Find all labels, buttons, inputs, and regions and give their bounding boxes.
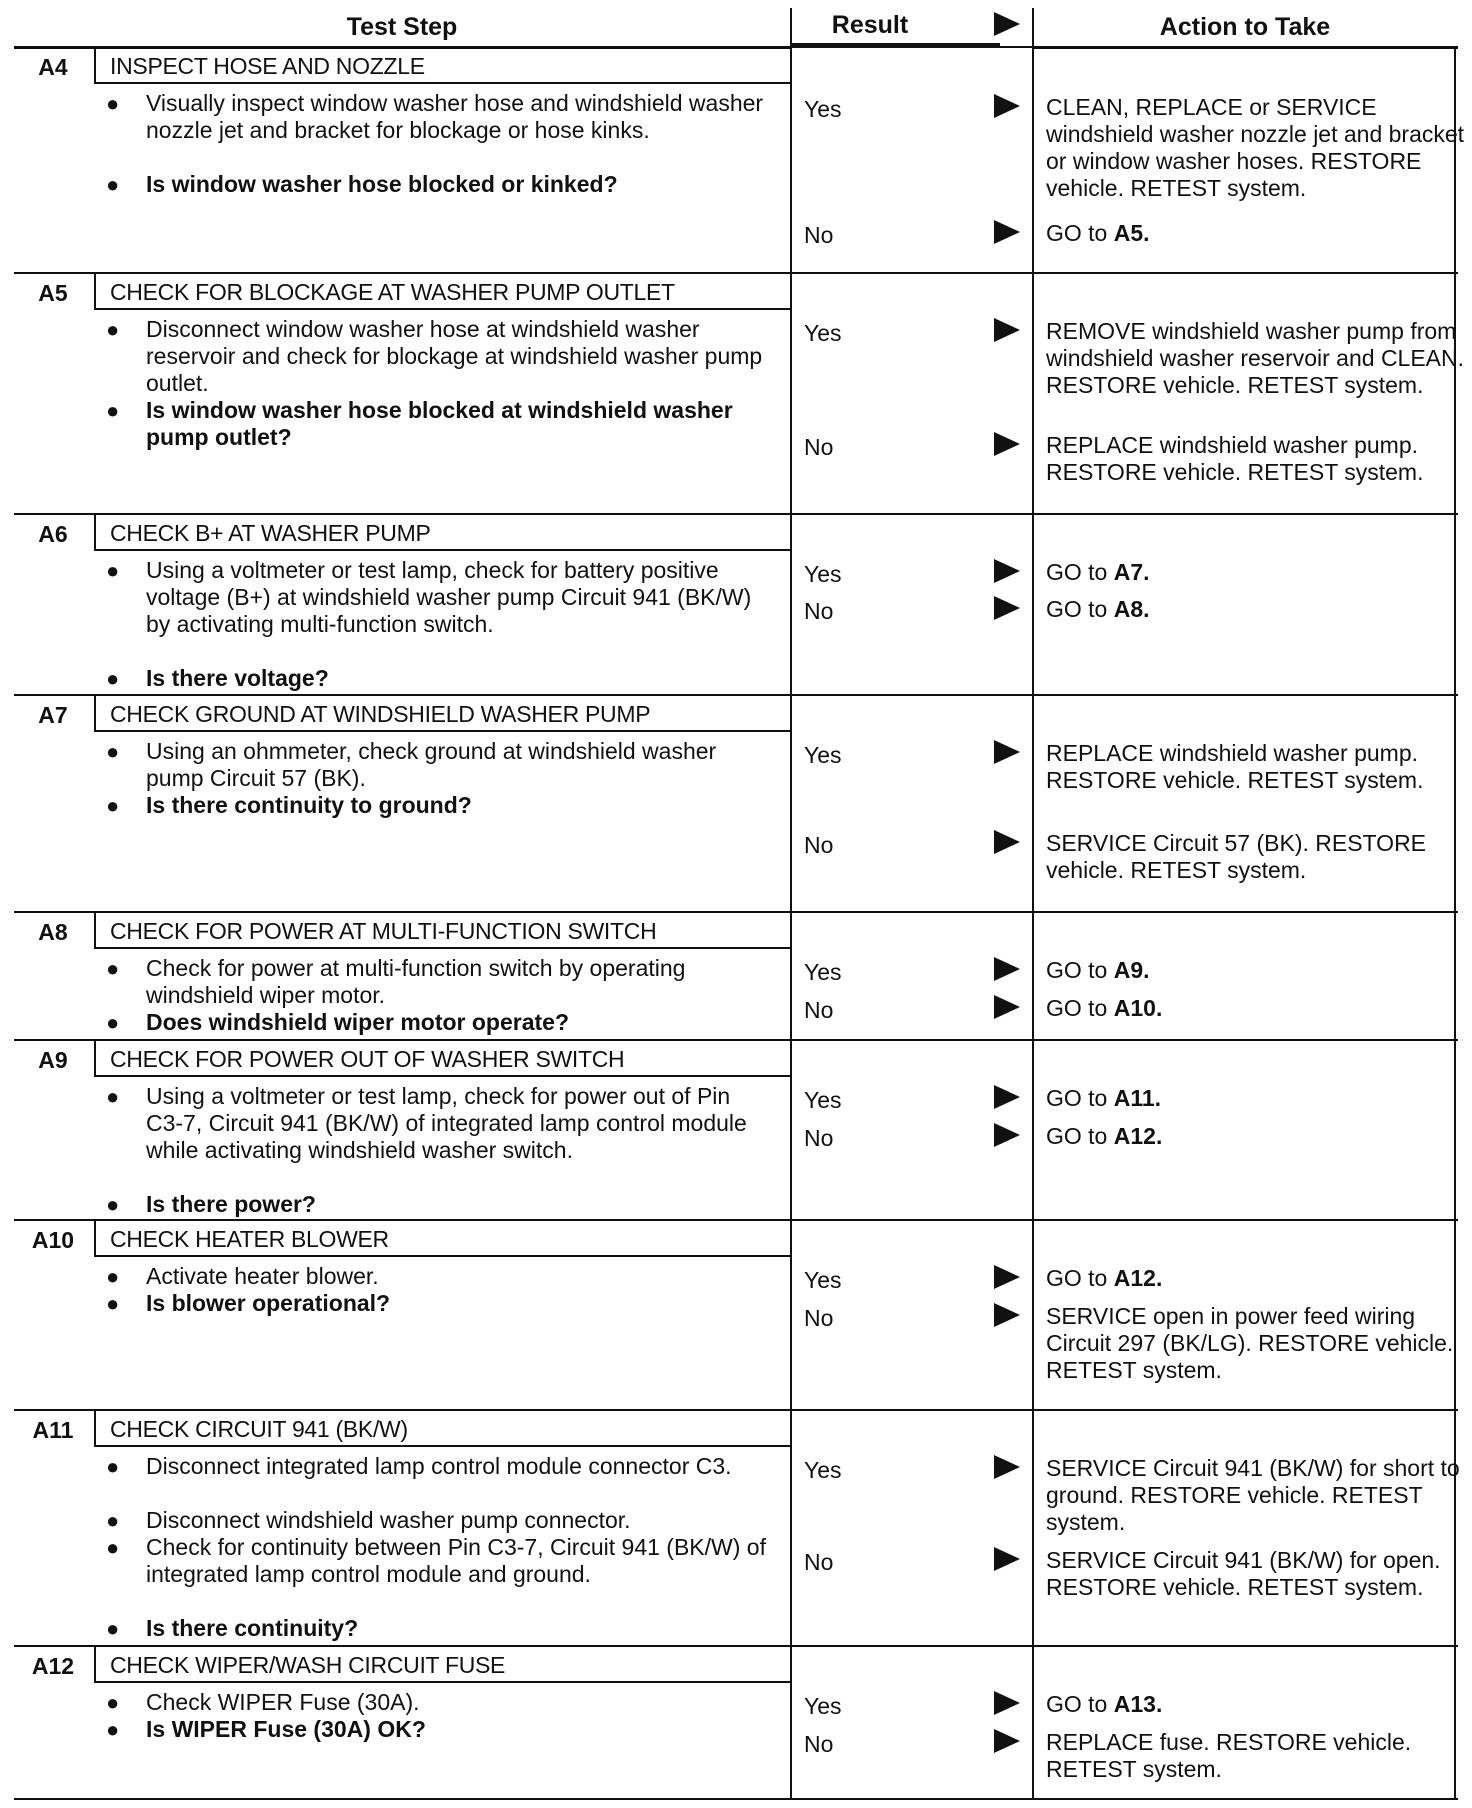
step-question xyxy=(106,1290,766,1317)
step-bullet xyxy=(106,557,766,638)
step-id-divider xyxy=(94,1219,96,1255)
step-question xyxy=(106,171,766,198)
step-title: CHECK FOR POWER AT MULTI-FUNCTION SWITCH xyxy=(110,918,657,944)
action-step-ref: A8. xyxy=(1113,596,1150,622)
question-text: Does windshield wiper motor operate? xyxy=(146,1009,570,1035)
bullet-icon: ● xyxy=(106,1192,120,1217)
question-text: Is there continuity to ground? xyxy=(146,792,472,818)
action-text: SERVICE Circuit 941 (BK/W) for open. RESTORE vehicle. RETEST system. xyxy=(1046,1547,1441,1600)
result-arrow-icon xyxy=(994,1729,1020,1753)
result-arrow-icon xyxy=(994,1085,1020,1109)
question-text: Is WIPER Fuse (30A) OK? xyxy=(146,1716,426,1742)
result-no: No xyxy=(804,1125,834,1151)
bullet-icon: ● xyxy=(106,739,120,764)
step-question xyxy=(106,1615,766,1642)
step-question xyxy=(106,665,766,692)
step-bullet xyxy=(106,1507,766,1534)
action-text: REMOVE windshield washer pump from windshield washer reservoir and CLEAN. RESTORE vehicle. RETEST system. xyxy=(1046,318,1465,398)
result-arrow-icon xyxy=(994,1547,1020,1571)
step-id: A7 xyxy=(38,702,68,728)
bullet-icon: ● xyxy=(106,1535,120,1560)
step-id: A12 xyxy=(31,1653,75,1679)
diagnostic-table xyxy=(14,8,1465,1800)
header-test-step: Test Step xyxy=(14,8,790,49)
action-text xyxy=(1046,1085,1466,1112)
result-arrow-icon xyxy=(994,957,1020,981)
step-bullet xyxy=(106,955,766,1009)
result-arrow-icon xyxy=(994,1691,1020,1715)
title-underline xyxy=(94,1075,790,1077)
result-arrow-icon xyxy=(994,740,1020,764)
result-arrow-icon xyxy=(994,318,1020,342)
step-question xyxy=(106,1716,766,1743)
question-text: Is there voltage? xyxy=(146,665,329,691)
step-question xyxy=(106,397,766,451)
action-prefix: GO to xyxy=(1046,559,1114,585)
bullet-icon: ● xyxy=(106,398,120,423)
result-no: No xyxy=(804,997,834,1023)
action-step-ref: A12. xyxy=(1113,1265,1163,1291)
action-prefix: GO to xyxy=(1046,1123,1114,1149)
title-underline xyxy=(94,1681,790,1683)
bullet-icon: ● xyxy=(106,1264,120,1289)
result-no: No xyxy=(804,832,834,858)
bullet-icon: ● xyxy=(106,1616,120,1641)
action-step-ref: A11. xyxy=(1113,1085,1162,1111)
result-no: No xyxy=(804,1731,834,1757)
action-text: SERVICE open in power feed wiring Circuit 297 (BK/LG). RESTORE vehicle. RETEST system. xyxy=(1046,1303,1454,1383)
step-separator xyxy=(14,694,1458,696)
bullet-text: Using an ohmmeter, check ground at windshield washer pump Circuit 57 (BK). xyxy=(146,738,717,791)
action-text: SERVICE Circuit 57 (BK). RESTORE vehicle. RETEST system. xyxy=(1046,830,1427,883)
bullet-text: Disconnect windshield washer pump connector. xyxy=(146,1507,631,1533)
result-arrow-icon xyxy=(994,220,1020,244)
result-yes: Yes xyxy=(804,1457,842,1483)
step-separator xyxy=(14,911,1458,913)
action-prefix: GO to xyxy=(1046,1085,1114,1111)
step-separator xyxy=(14,272,1458,274)
header-action: Action to Take xyxy=(1032,8,1458,49)
step-id: A5 xyxy=(38,280,68,306)
step-bullet xyxy=(106,738,766,792)
result-arrow-icon xyxy=(994,1265,1020,1289)
step-separator xyxy=(14,513,1458,515)
title-underline xyxy=(94,947,790,949)
title-underline xyxy=(94,730,790,732)
action-prefix: GO to xyxy=(1046,995,1114,1021)
title-underline xyxy=(94,82,790,84)
action-step-ref: A5. xyxy=(1113,220,1150,246)
action-prefix: GO to xyxy=(1046,1691,1114,1717)
step-id: A9 xyxy=(38,1047,68,1073)
bullet-icon: ● xyxy=(106,956,120,981)
step-bullet xyxy=(106,1689,766,1716)
bullet-text: Check WIPER Fuse (30A). xyxy=(146,1689,420,1715)
step-title: CHECK HEATER BLOWER xyxy=(110,1226,389,1252)
step-title: CHECK FOR POWER OUT OF WASHER SWITCH xyxy=(110,1046,625,1072)
result-arrow-icon xyxy=(994,995,1020,1019)
title-underline xyxy=(94,1255,790,1257)
step-title: CHECK GROUND AT WINDSHIELD WASHER PUMP xyxy=(110,701,651,727)
question-text: Is blower operational? xyxy=(146,1290,391,1316)
result-arrow-icon xyxy=(994,1303,1020,1327)
column-divider-action xyxy=(1032,8,1034,1800)
action-prefix: GO to xyxy=(1046,596,1114,622)
step-id-divider xyxy=(94,46,96,82)
action-step-ref: A10. xyxy=(1113,995,1163,1021)
step-id: A11 xyxy=(32,1417,74,1443)
result-yes: Yes xyxy=(804,742,842,768)
action-text xyxy=(1046,1691,1466,1718)
header-result: Result xyxy=(790,8,1000,46)
action-step-ref: A7. xyxy=(1113,559,1150,585)
title-underline xyxy=(94,1445,790,1447)
step-id-divider xyxy=(94,272,96,308)
bullet-icon: ● xyxy=(106,317,120,342)
step-separator xyxy=(14,46,1458,48)
step-bullet xyxy=(106,1083,766,1164)
result-yes: Yes xyxy=(804,1267,842,1293)
action-prefix: GO to xyxy=(1046,957,1114,983)
step-title: CHECK FOR BLOCKAGE AT WASHER PUMP OUTLET xyxy=(110,279,675,305)
result-no: No xyxy=(804,222,834,248)
bullet-icon: ● xyxy=(106,172,120,197)
step-title: INSPECT HOSE AND NOZZLE xyxy=(110,53,425,79)
question-text: Is window washer hose blocked at windshield washer pump outlet? xyxy=(146,397,733,450)
bullet-text: Check for power at multi-function switch by operating windshield wiper motor. xyxy=(146,955,686,1008)
action-text: REPLACE windshield washer pump. RESTORE vehicle. RETEST system. xyxy=(1046,740,1424,793)
bullet-icon: ● xyxy=(106,1508,120,1533)
step-separator xyxy=(14,1645,1458,1647)
bullet-text: Check for continuity between Pin C3-7, Circuit 941 (BK/W) of integrated lamp control module and ground. xyxy=(146,1534,766,1587)
step-id: A4 xyxy=(38,54,68,80)
result-arrow-icon xyxy=(994,559,1020,583)
step-separator xyxy=(14,1039,1458,1041)
step-question xyxy=(106,1009,766,1036)
result-yes: Yes xyxy=(804,96,842,122)
action-text xyxy=(1046,596,1466,623)
action-step-ref: A9. xyxy=(1113,957,1150,983)
step-separator xyxy=(14,1219,1458,1221)
bullet-text: Disconnect window washer hose at windshield washer reservoir and check for blockage at windshield washer pump outlet. xyxy=(146,316,763,396)
result-yes: Yes xyxy=(804,561,842,587)
title-underline xyxy=(94,549,790,551)
action-prefix: GO to xyxy=(1046,1265,1114,1291)
step-question xyxy=(106,792,766,819)
action-text xyxy=(1046,220,1466,247)
result-no: No xyxy=(804,598,834,624)
step-question xyxy=(106,1191,766,1218)
table-right-border xyxy=(1454,46,1456,1800)
step-separator xyxy=(14,1409,1458,1411)
action-text xyxy=(1046,1123,1466,1150)
action-prefix: GO to xyxy=(1046,220,1114,246)
step-id-divider xyxy=(94,694,96,730)
result-yes: Yes xyxy=(804,320,842,346)
step-id-divider xyxy=(94,1409,96,1445)
title-underline xyxy=(94,308,790,310)
step-bullet xyxy=(106,1453,766,1480)
bullet-icon: ● xyxy=(106,793,120,818)
step-bullet xyxy=(106,1263,766,1290)
step-bullet xyxy=(106,1534,766,1588)
bullet-icon: ● xyxy=(106,1291,120,1316)
action-text xyxy=(1046,1265,1466,1292)
action-step-ref: A13. xyxy=(1113,1691,1163,1717)
action-text: SERVICE Circuit 941 (BK/W) for short to ground. RESTORE vehicle. RETEST system. xyxy=(1046,1455,1460,1535)
bullet-text: Using a voltmeter or test lamp, check for power out of Pin C3-7, Circuit 941 (BK/W) of integrated lamp control module while activating windshield washer switch. xyxy=(146,1083,747,1163)
bullet-icon: ● xyxy=(106,666,120,691)
result-yes: Yes xyxy=(804,1693,842,1719)
question-text: Is there power? xyxy=(146,1191,316,1217)
bullet-icon: ● xyxy=(106,91,120,116)
bullet-icon: ● xyxy=(106,558,120,583)
result-arrow-icon xyxy=(994,1123,1020,1147)
table-bottom-border xyxy=(14,1798,1458,1800)
bullet-icon: ● xyxy=(106,1084,120,1109)
action-text xyxy=(1046,995,1466,1022)
result-arrow-icon xyxy=(994,596,1020,620)
step-id-divider xyxy=(94,513,96,549)
action-text xyxy=(1046,957,1466,984)
step-id-divider xyxy=(94,911,96,947)
result-arrow-icon xyxy=(994,432,1020,456)
column-divider-result xyxy=(790,8,792,1800)
step-id-divider xyxy=(94,1645,96,1681)
step-id: A8 xyxy=(38,919,68,945)
action-text: REPLACE fuse. RESTORE vehicle. RETEST system. xyxy=(1046,1729,1412,1782)
bullet-text: Visually inspect window washer hose and windshield washer nozzle jet and bracket for blockage or hose kinks. xyxy=(146,90,764,143)
step-title: CHECK WIPER/WASH CIRCUIT FUSE xyxy=(110,1652,506,1678)
bullet-icon: ● xyxy=(106,1690,120,1715)
step-title: CHECK CIRCUIT 941 (BK/W) xyxy=(110,1416,408,1442)
result-no: No xyxy=(804,1549,834,1575)
action-text: REPLACE windshield washer pump. RESTORE vehicle. RETEST system. xyxy=(1046,432,1424,485)
bullet-icon: ● xyxy=(106,1010,120,1035)
result-yes: Yes xyxy=(804,959,842,985)
step-id-divider xyxy=(94,1039,96,1075)
header-arrow-icon xyxy=(994,12,1020,36)
result-arrow-icon xyxy=(994,94,1020,118)
question-text: Is window washer hose blocked or kinked? xyxy=(146,171,618,197)
action-text xyxy=(1046,559,1466,586)
step-bullet xyxy=(106,316,766,397)
bullet-text: Disconnect integrated lamp control module connector C3. xyxy=(146,1453,732,1479)
bullet-text: Activate heater blower. xyxy=(146,1263,379,1289)
result-no: No xyxy=(804,1305,834,1331)
result-arrow-icon xyxy=(994,1455,1020,1479)
bullet-text: Using a voltmeter or test lamp, check for battery positive voltage (B+) at windshield washer pump Circuit 941 (BK/W) by activating multi-function switch. xyxy=(146,557,752,637)
action-step-ref: A12. xyxy=(1113,1123,1163,1149)
step-bullet xyxy=(106,90,766,144)
bullet-icon: ● xyxy=(106,1717,120,1742)
step-id: A6 xyxy=(38,521,68,547)
step-id: A10 xyxy=(31,1227,75,1253)
step-title: CHECK B+ AT WASHER PUMP xyxy=(110,520,431,546)
question-text: Is there continuity? xyxy=(146,1615,359,1641)
action-text: CLEAN, REPLACE or SERVICE windshield washer nozzle jet and bracket or window washer hoses. RESTORE vehicle. RETEST system. xyxy=(1046,94,1465,201)
result-arrow-icon xyxy=(994,830,1020,854)
bullet-icon: ● xyxy=(106,1454,120,1479)
result-no: No xyxy=(804,434,834,460)
result-yes: Yes xyxy=(804,1087,842,1113)
